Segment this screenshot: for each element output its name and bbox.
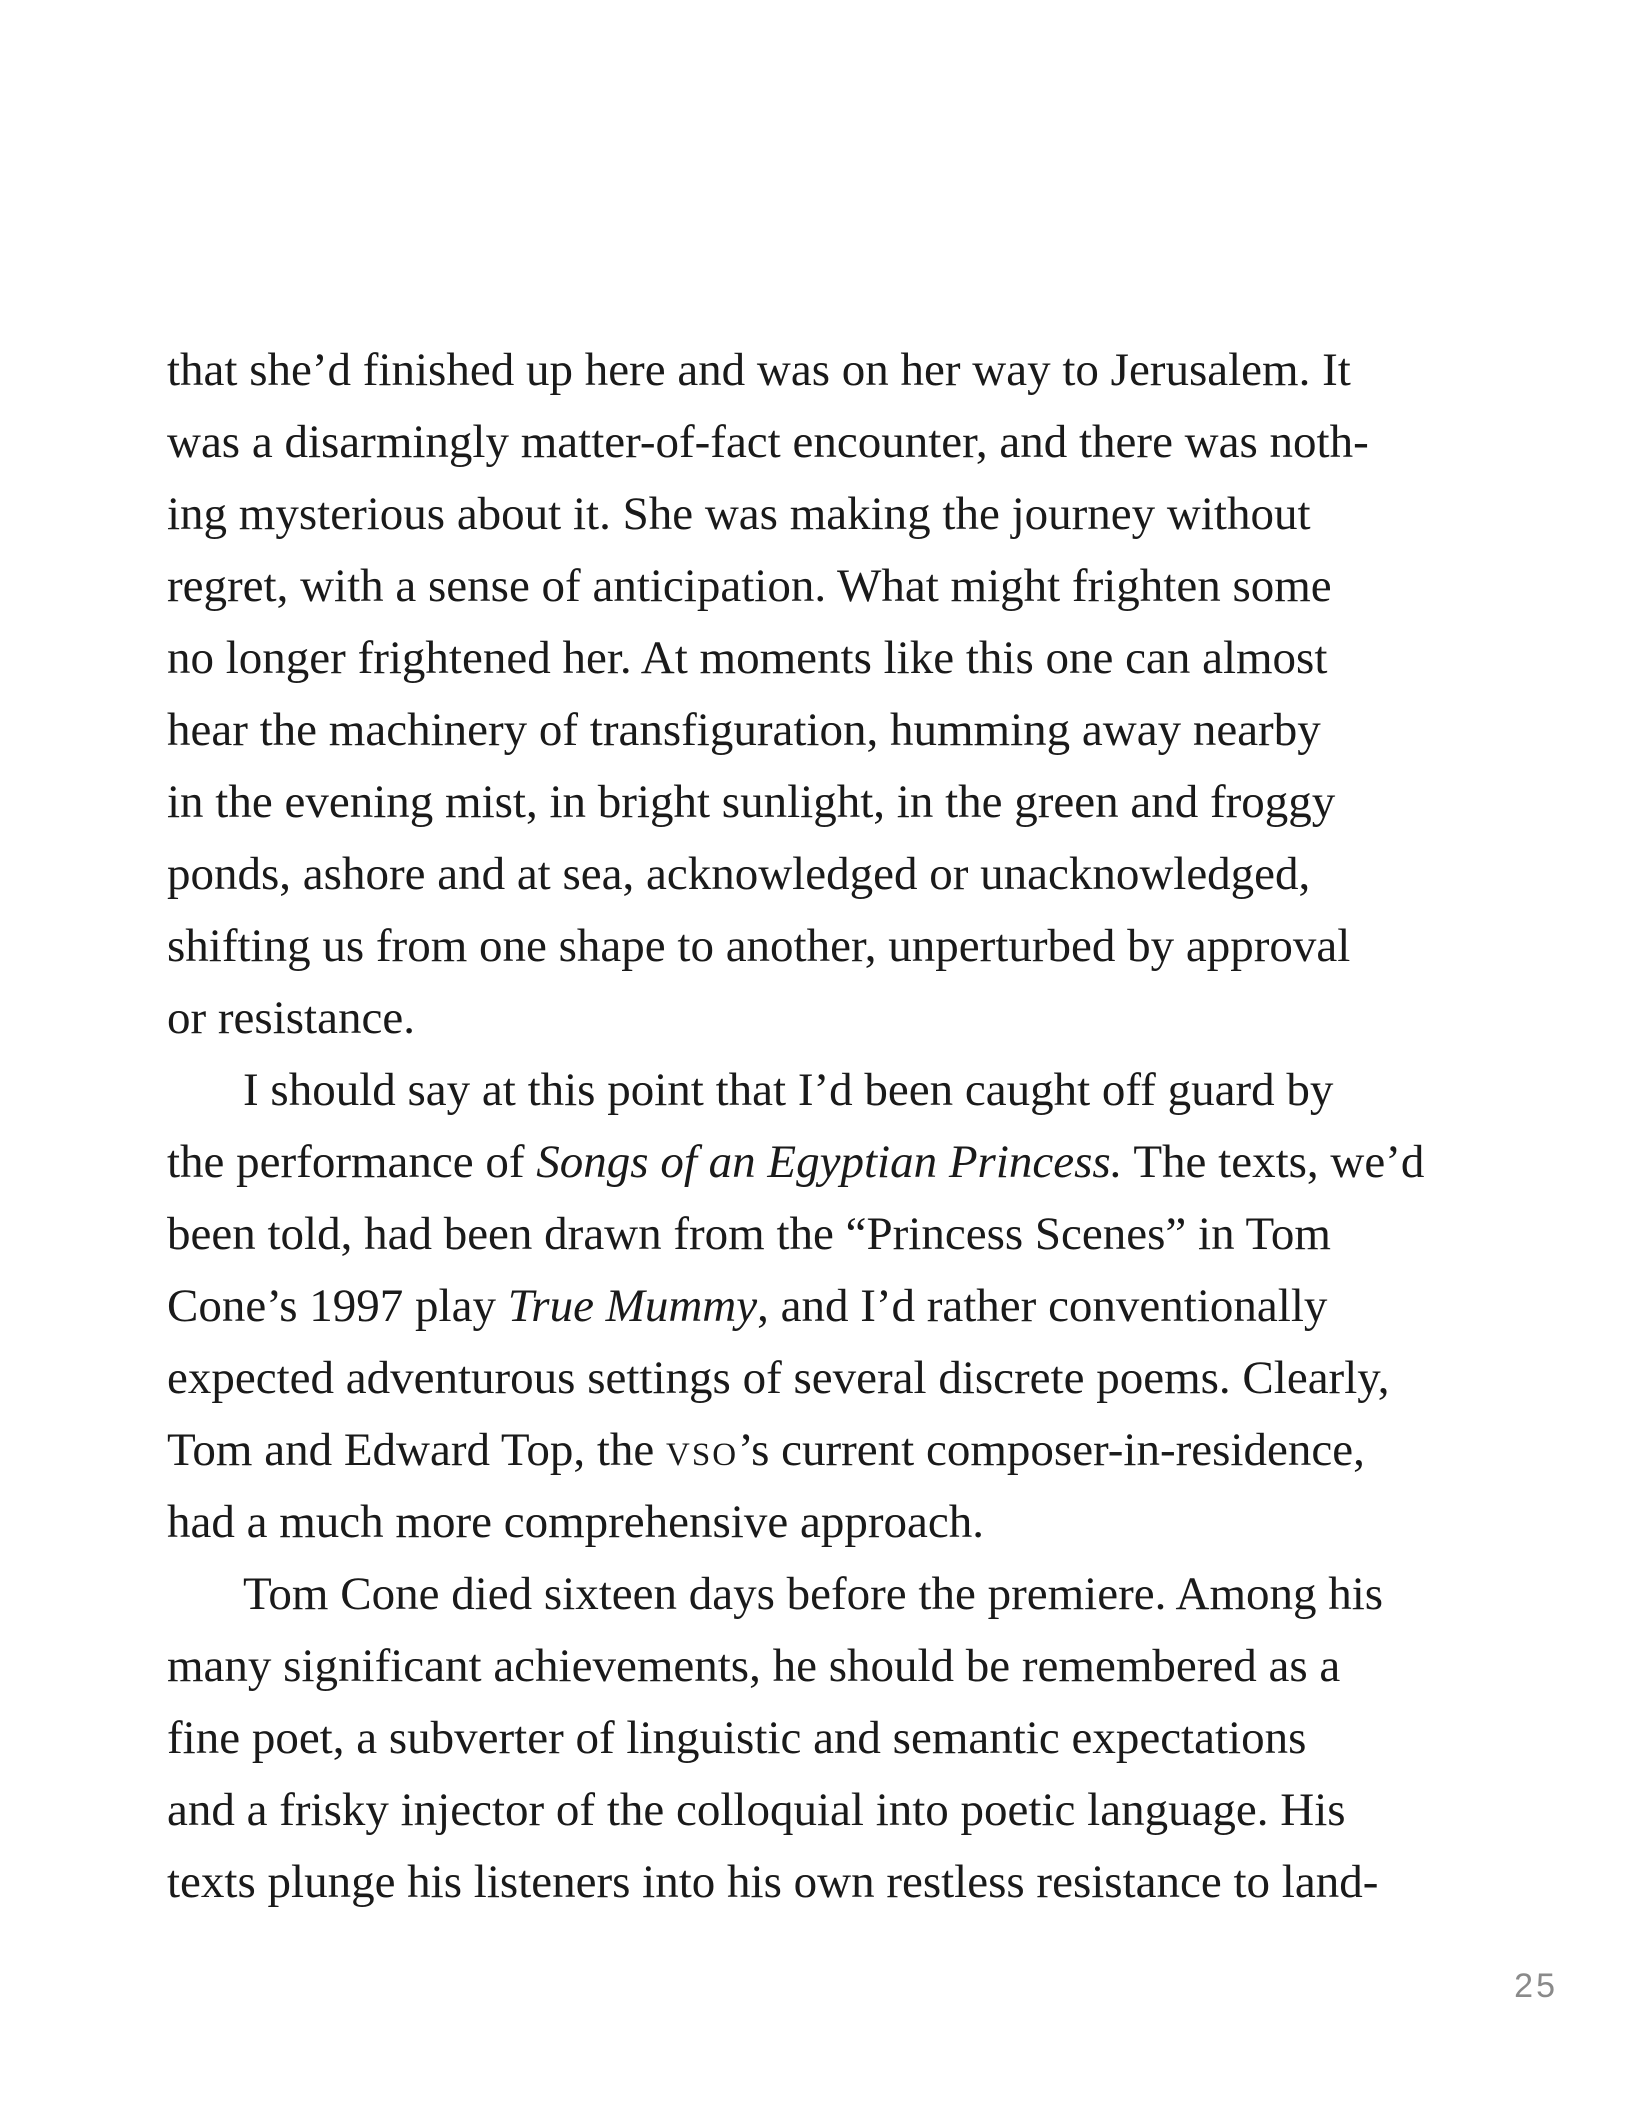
page-number: 25 bbox=[1514, 1967, 1558, 2005]
text-line bbox=[167, 1270, 1507, 1342]
text-line: expected adventurous settings of several discrete poems. Clearly, bbox=[167, 1352, 1390, 1404]
text-line: was a disarmingly matter-of-fact encounter, and there was noth- bbox=[167, 416, 1369, 468]
text-line bbox=[167, 1414, 1507, 1486]
text-fragment: the performance of bbox=[167, 1136, 537, 1188]
text-line: shifting us from one shape to another, unperturbed by approval bbox=[167, 920, 1351, 972]
text-line: had a much more comprehensive approach. bbox=[167, 1496, 984, 1548]
text-fragment: , and I’d rather conventionally bbox=[757, 1280, 1328, 1332]
text-line: texts plunge his listeners into his own restless resistance to land- bbox=[167, 1856, 1379, 1908]
paragraph-start-line: Tom Cone died sixteen days before the premiere. Among his bbox=[243, 1568, 1384, 1620]
paragraph-start-line: I should say at this point that I’d been caught off guard by bbox=[243, 1064, 1334, 1116]
text-line: ing mysterious about it. She was making the journey without bbox=[167, 488, 1311, 540]
title-italic: Songs of an Egyptian Princess. bbox=[536, 1136, 1123, 1188]
title-italic: True Mummy bbox=[507, 1280, 758, 1332]
text-line: regret, with a sense of anticipation. What might frighten some bbox=[167, 560, 1332, 612]
text-line: no longer frightened her. At moments like this one can almost bbox=[167, 632, 1328, 684]
text-line: and a frisky injector of the colloquial into poetic language. His bbox=[167, 1784, 1346, 1836]
text-fragment: Cone’s 1997 play bbox=[167, 1280, 508, 1332]
text-line: fine poet, a subverter of linguistic and semantic expectations bbox=[167, 1712, 1307, 1764]
text-line: hear the machinery of transfiguration, humming away nearby bbox=[167, 704, 1321, 756]
acronym-smallcaps: vso bbox=[666, 1424, 739, 1476]
text-line bbox=[167, 1126, 1507, 1198]
text-line: been told, had been drawn from the “Princess Scenes” in Tom bbox=[167, 1208, 1331, 1260]
text-line: many significant achievements, he should be remembered as a bbox=[167, 1640, 1341, 1692]
text-fragment: Tom and Edward Top, the bbox=[167, 1424, 667, 1476]
text-line: ponds, ashore and at sea, acknowledged or unacknowledged, bbox=[167, 848, 1311, 900]
text-line: that she’d finished up here and was on her way to Jerusalem. It bbox=[167, 344, 1351, 396]
text-fragment: The texts, we’d bbox=[1122, 1136, 1425, 1188]
text-line: or resistance. bbox=[167, 992, 415, 1044]
text-fragment: ’s current composer-in-residence, bbox=[738, 1424, 1365, 1476]
text-line: in the evening mist, in bright sunlight, in the green and froggy bbox=[167, 776, 1336, 828]
body-text bbox=[167, 334, 1507, 1918]
